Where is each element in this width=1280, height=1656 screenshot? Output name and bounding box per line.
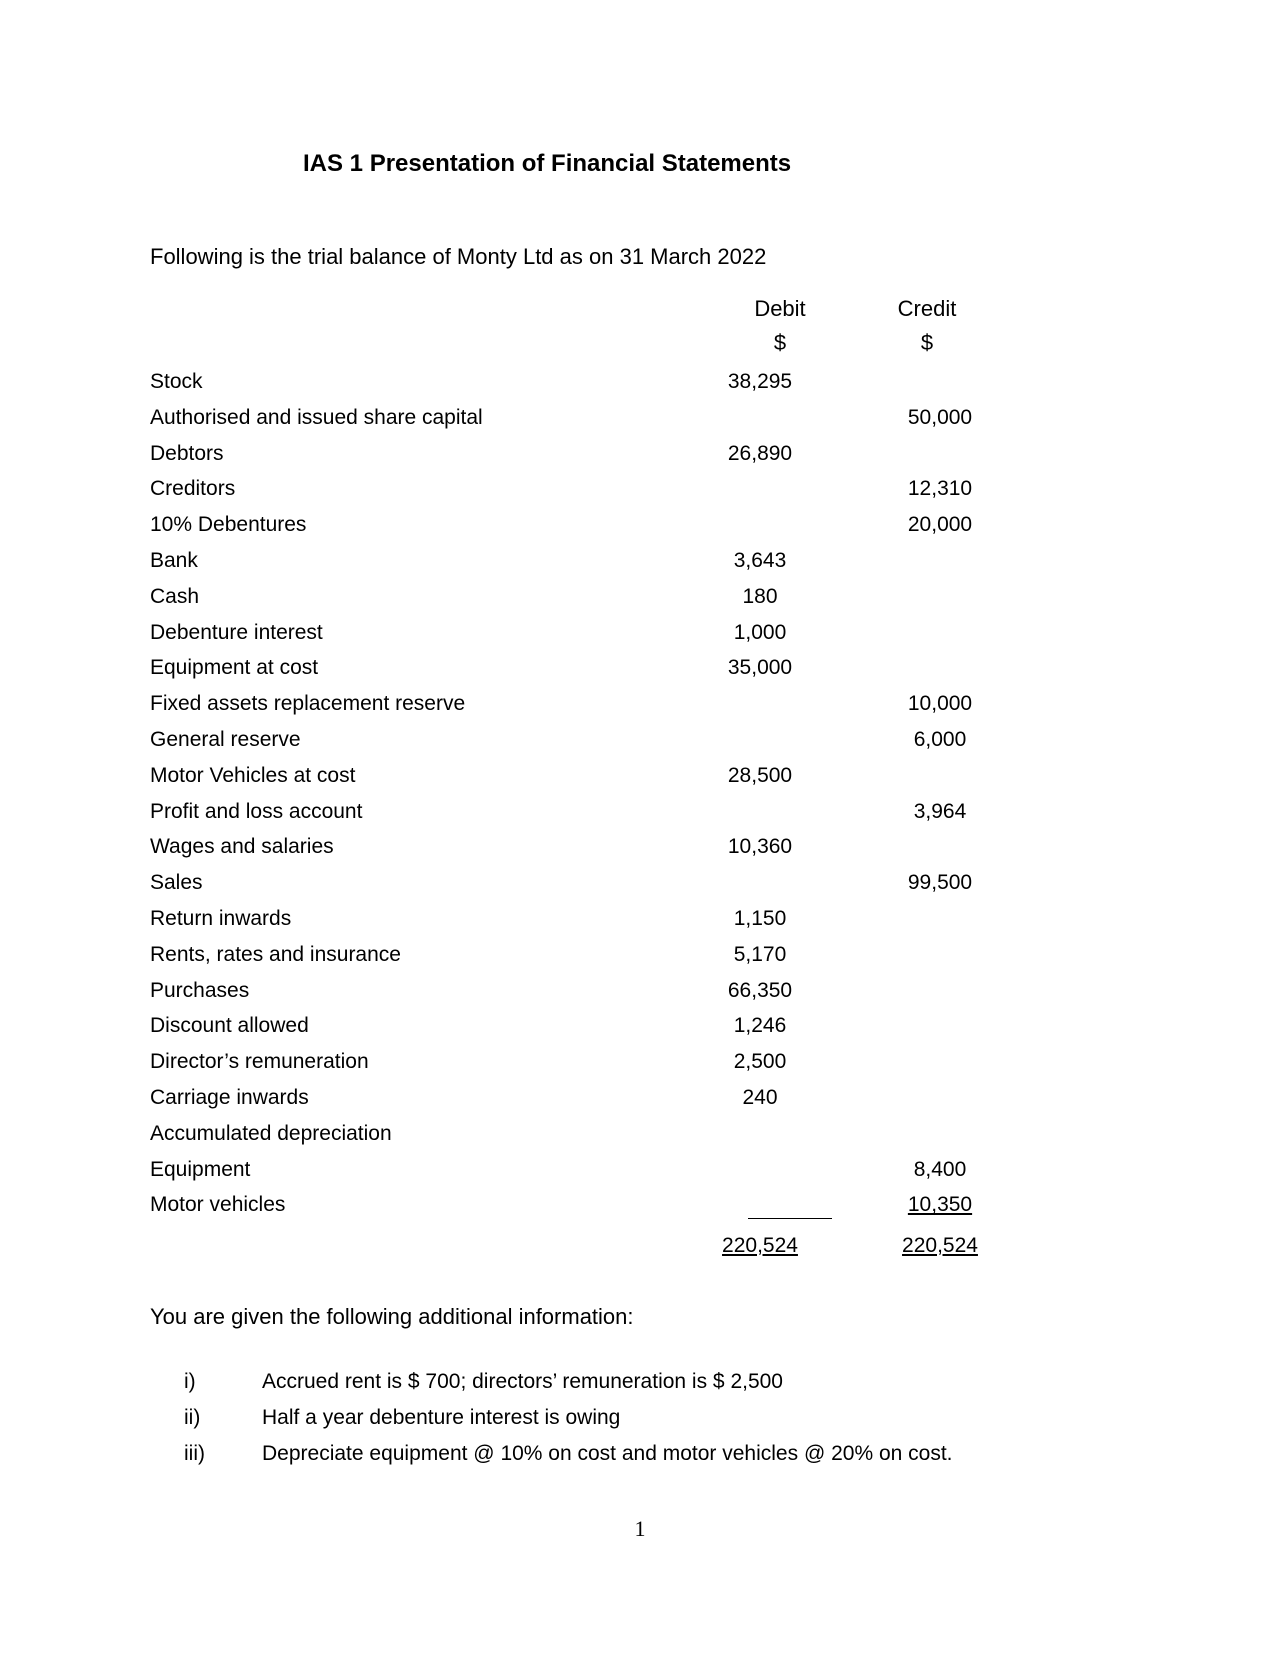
- list-item-text: Half a year debenture interest is owing: [262, 1406, 621, 1429]
- table-row: [0, 1152, 1280, 1188]
- row-debit: 5,170: [733, 942, 787, 966]
- row-debit: 180: [742, 584, 778, 608]
- row-debit: 10,360: [727, 835, 793, 859]
- row-label: Director’s remuneration: [150, 1050, 369, 1074]
- table-row: [0, 1187, 1280, 1223]
- row-label: Debenture interest: [150, 620, 323, 644]
- table-row: [0, 973, 1280, 1009]
- row-label: Debtors: [150, 441, 224, 465]
- row-label: Return inwards: [150, 907, 292, 930]
- row-debit: 1,000: [733, 620, 787, 644]
- row-label: Rents, rates and insurance: [150, 942, 401, 966]
- table-row: [0, 400, 1280, 436]
- list-item: [0, 1364, 1280, 1400]
- table-row: [0, 829, 1280, 865]
- list-item-number: i): [184, 1370, 196, 1393]
- intro-text: Following is the trial balance of Monty Ltd as on 31 March 2022: [150, 244, 767, 269]
- row-credit: 8,400: [913, 1157, 967, 1181]
- row-label: Authorised and issued share capital: [150, 405, 483, 429]
- row-debit: 38,295: [727, 370, 793, 393]
- row-label: Fixed assets replacement reserve: [150, 692, 466, 716]
- table-row: [0, 758, 1280, 794]
- row-label: 10% Debentures: [150, 513, 307, 537]
- row-debit: 26,890: [727, 441, 793, 465]
- row-label: Wages and salaries: [150, 835, 334, 859]
- row-label: Bank: [150, 549, 198, 572]
- row-debit: 1,150: [733, 907, 787, 930]
- row-label: Discount allowed: [150, 1014, 309, 1038]
- row-debit: 1,246: [733, 1014, 787, 1038]
- row-credit: 20,000: [907, 513, 973, 537]
- table-row: [0, 471, 1280, 507]
- table-row: [0, 364, 1280, 400]
- row-debit: 240: [742, 1086, 778, 1109]
- list-item-number: iii): [184, 1442, 205, 1465]
- row-debit: 28,500: [727, 763, 793, 787]
- row-debit: 3,643: [733, 549, 787, 572]
- row-label: General reserve: [150, 728, 301, 751]
- row-debit: 35,000: [727, 656, 793, 680]
- table-row: [0, 650, 1280, 686]
- list-item-text: Accrued rent is $ 700; directors’ remuneration is $ 2,500: [262, 1370, 783, 1393]
- credit-column-header: [867, 292, 987, 360]
- row-label: Motor vehicles: [150, 1193, 286, 1217]
- row-label: Stock: [150, 370, 203, 393]
- table-row: [0, 794, 1280, 830]
- row-credit: 6,000: [913, 728, 967, 751]
- table-row: [0, 1008, 1280, 1044]
- debit-column-header: [720, 292, 840, 360]
- table-row: [0, 722, 1280, 758]
- table-row: [0, 436, 1280, 472]
- additional-info-heading: You are given the following additional information:: [150, 1304, 634, 1329]
- table-row: [0, 901, 1280, 937]
- row-credit: 3,964: [913, 799, 967, 823]
- row-label: Equipment at cost: [150, 656, 319, 680]
- table-row: [0, 937, 1280, 973]
- table-row: [0, 1116, 1280, 1152]
- credit-unit: $: [920, 330, 934, 355]
- table-row: [0, 865, 1280, 901]
- table-row: [0, 615, 1280, 651]
- table-row: [0, 686, 1280, 722]
- list-item: [0, 1436, 1280, 1472]
- debit-underline-rule: [748, 1218, 832, 1219]
- page-title: IAS 1 Presentation of Financial Statements: [303, 150, 792, 177]
- table-row: [0, 543, 1280, 579]
- row-debit: 2,500: [733, 1050, 787, 1074]
- table-row: [0, 1044, 1280, 1080]
- row-label: Motor Vehicles at cost: [150, 763, 356, 787]
- row-label: Sales: [150, 871, 203, 895]
- row-label: Carriage inwards: [150, 1086, 309, 1109]
- table-row: [0, 507, 1280, 543]
- table-row: [0, 1080, 1280, 1116]
- total-credit: 220,524: [902, 1234, 978, 1257]
- list-item-text: Depreciate equipment @ 10% on cost and motor vehicles @ 20% on cost.: [262, 1442, 953, 1465]
- row-credit: 10,350: [907, 1193, 973, 1217]
- row-label: Creditors: [150, 477, 236, 501]
- list-item-number: ii): [184, 1406, 201, 1429]
- row-label: Purchases: [150, 978, 250, 1002]
- list-item: [0, 1400, 1280, 1436]
- row-label: Accumulated depreciation: [150, 1121, 392, 1145]
- additional-info-list: [0, 1364, 1280, 1472]
- row-credit: 10,000: [907, 692, 973, 716]
- row-label: Profit and loss account: [150, 799, 363, 823]
- table-row: [0, 579, 1280, 615]
- row-credit: 50,000: [907, 405, 973, 429]
- credit-label: Credit: [897, 296, 957, 321]
- row-debit: 66,350: [727, 978, 793, 1002]
- debit-label: Debit: [754, 296, 806, 321]
- totals-row: [0, 1228, 1280, 1264]
- row-credit: 99,500: [907, 871, 973, 895]
- row-label: Equipment: [150, 1157, 251, 1181]
- row-label: Cash: [150, 584, 200, 608]
- row-credit: 12,310: [907, 477, 973, 501]
- total-debit: 220,524: [722, 1234, 798, 1257]
- debit-unit: $: [773, 330, 787, 355]
- page-number: 1: [634, 1516, 646, 1541]
